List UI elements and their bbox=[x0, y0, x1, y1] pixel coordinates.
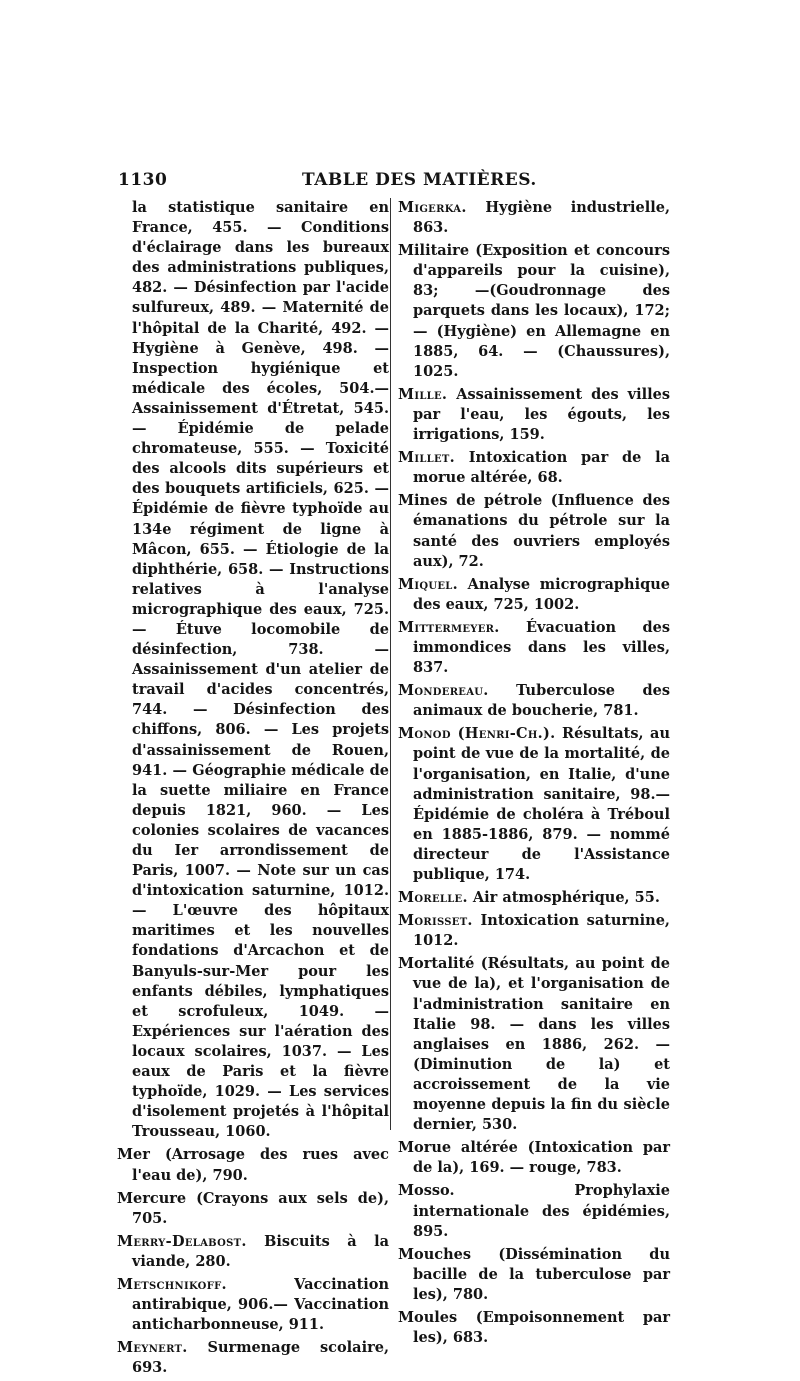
index-entry bbox=[398, 911, 670, 951]
entry-author: Miquel. bbox=[398, 575, 458, 593]
index-entry bbox=[117, 198, 389, 1142]
index-entry bbox=[398, 1181, 670, 1241]
entry-author: Morelle. bbox=[398, 889, 468, 907]
entry-text: Mines de pétrole (Influence des émanations du pétrole sur la santé des ouvriers employés aux), 72. bbox=[398, 492, 670, 570]
entry-text: Biscuits à la viande, 280. bbox=[132, 1232, 389, 1270]
entry-author: Morisset. bbox=[398, 912, 473, 930]
entry-text: Mercure (Crayons aux sels de), 705. bbox=[117, 1189, 389, 1227]
index-entry bbox=[398, 954, 670, 1135]
entry-author: Mondereau. bbox=[398, 682, 489, 700]
index-entry bbox=[117, 1338, 389, 1378]
index-entry bbox=[117, 1275, 389, 1335]
page-number: 1130 bbox=[118, 170, 168, 190]
index-entry bbox=[117, 1189, 389, 1229]
index-entry bbox=[398, 241, 670, 382]
entry-text: Militaire (Exposition et concours d'appareils pour la cuisine), 83; —(Goudronnage des parquets dans les locaux), 172; — (Hygiène) en Allemagne en 1885, 64. — (Chaussures), 1025. bbox=[398, 242, 670, 380]
entry-text: Analyse micrographique des eaux, 725, 1002. bbox=[413, 575, 670, 613]
entry-text: la statistique sanitaire en France, 455. — Conditions d'éclairage dans les bureaux des administrations publiques, 482. — Désinfection par l'acide sulfureux, 489. — Maternité de l'hôpital de la Charité, 492. — Hygiène à Genève, 498. — Inspection hygiénique et médicale des écoles, 504.— Assainissement d'Étretat, 545. — Épidémie de pelade chromateuse, 555. — Toxicité des alcools dits supérieurs et des bouquets artificiels, 625. — Épidémie de fièvre typhoïde au 134e régiment de ligne à Mâcon, 655. — Étiologie de la diphthérie, 658. — Instructions relatives à l'analyse micrographique des eaux, 725.— Étuve locomobile de désinfection, 738. — Assainissement d'un atelier de travail d'acides concentrés, 744. — Désinfection des chiffons, 806. — Les projets d'assainissement de Rouen, 941. — Géographie médicale de la suette miliaire en France depuis 1821, 960. — Les colonies scolaires de vacances du Ier arrondissement de Paris, 1007. — Note sur un cas d'intoxication saturnine, 1012. — L'œuvre des hôpitaux maritimes et les nouvelles fondations d'Arcachon et de Banyuls-sur-Mer pour les enfants débiles, lymphatiques et scrofuleux, 1049. — Expériences sur l'aération des locaux scolaires, 1037. — Les eaux de Paris et la fièvre typhoïde, 1029. — Les services d'isolement projetés à l'hôpital Trousseau, 1060. bbox=[132, 199, 389, 1141]
entry-text: Évacuation des immondices dans les villes, 837. bbox=[413, 618, 670, 677]
entry-author: Monod (Henri-Ch.). bbox=[398, 725, 556, 743]
entry-author: Meynert. bbox=[117, 1339, 188, 1357]
entry-author: Merry-Delabost. bbox=[117, 1232, 247, 1250]
index-entry bbox=[398, 1308, 670, 1348]
column-divider bbox=[390, 198, 391, 1130]
entry-author: Millet. bbox=[398, 449, 456, 467]
left-column bbox=[117, 198, 389, 1381]
index-entry bbox=[398, 618, 670, 678]
entry-text: Hygiène industrielle, 863. bbox=[413, 199, 670, 237]
index-entry bbox=[398, 448, 670, 488]
entry-text: Intoxication saturnine, 1012. bbox=[413, 912, 670, 950]
entry-author: Metschnikoff. bbox=[117, 1275, 227, 1293]
entry-text: Surmenage scolaire, 693. bbox=[132, 1339, 389, 1377]
index-entry bbox=[398, 1245, 670, 1305]
entry-text: Mosso. Prophylaxie internationale des épidémies, 895. bbox=[398, 1182, 670, 1240]
entry-text: Moules (Empoisonnement par les), 683. bbox=[398, 1308, 670, 1347]
index-entry bbox=[398, 491, 670, 571]
index-entry bbox=[398, 724, 670, 885]
entry-text: Mouches (Dissémination du bacille de la tuberculose par les), 780. bbox=[398, 1245, 670, 1303]
entry-text: Intoxication par de la morue altérée, 68. bbox=[413, 449, 670, 487]
entry-text: Assainissement des villes par l'eau, les égouts, les irrigations, 159. bbox=[413, 385, 670, 444]
right-column bbox=[398, 198, 670, 1351]
running-title: TABLE DES MATIÈRES. bbox=[302, 170, 537, 190]
index-entry bbox=[398, 888, 670, 908]
entry-text: Tuberculose des animaux de boucherie, 781. bbox=[413, 682, 670, 720]
index-entry bbox=[398, 1138, 670, 1178]
index-entry bbox=[117, 1232, 389, 1272]
index-entry bbox=[398, 385, 670, 445]
entry-author: Migerka. bbox=[398, 199, 467, 216]
entry-text: Mortalité (Résultats, au point de vue de la), et l'organisation de l'administration sanitaire en Italie 98. — dans les villes anglaises en 1886, 262. — (Diminution de la) et accroissement de la vie moyenne depuis la fin du siècle dernier, 530. bbox=[398, 955, 670, 1134]
entry-author: Mittermeyer. bbox=[398, 618, 500, 636]
index-entry bbox=[398, 681, 670, 721]
index-entry bbox=[398, 198, 670, 238]
entry-text: Air atmosphérique, 55. bbox=[467, 889, 660, 907]
entry-author: Mille. bbox=[398, 385, 448, 403]
entry-text: Morue altérée (Intoxication par de la), 169. — rouge, 783. bbox=[398, 1139, 670, 1177]
entry-text: Résultats, au point de vue de la mortalité, de l'organisation, en Italie, d'une administration sanitaire, 98.— Épidémie de choléra à Tréboul en 1885-1886, 879. — nommé directeur de l'Assistance publique, 174. bbox=[413, 725, 670, 883]
index-entry bbox=[117, 1145, 389, 1185]
entry-text: Vaccination antirabique, 906.— Vaccination anticharbonneuse, 911. bbox=[132, 1275, 389, 1334]
entry-text: Mer (Arrosage des rues avec l'eau de), 790. bbox=[117, 1146, 389, 1184]
index-entry bbox=[398, 575, 670, 615]
